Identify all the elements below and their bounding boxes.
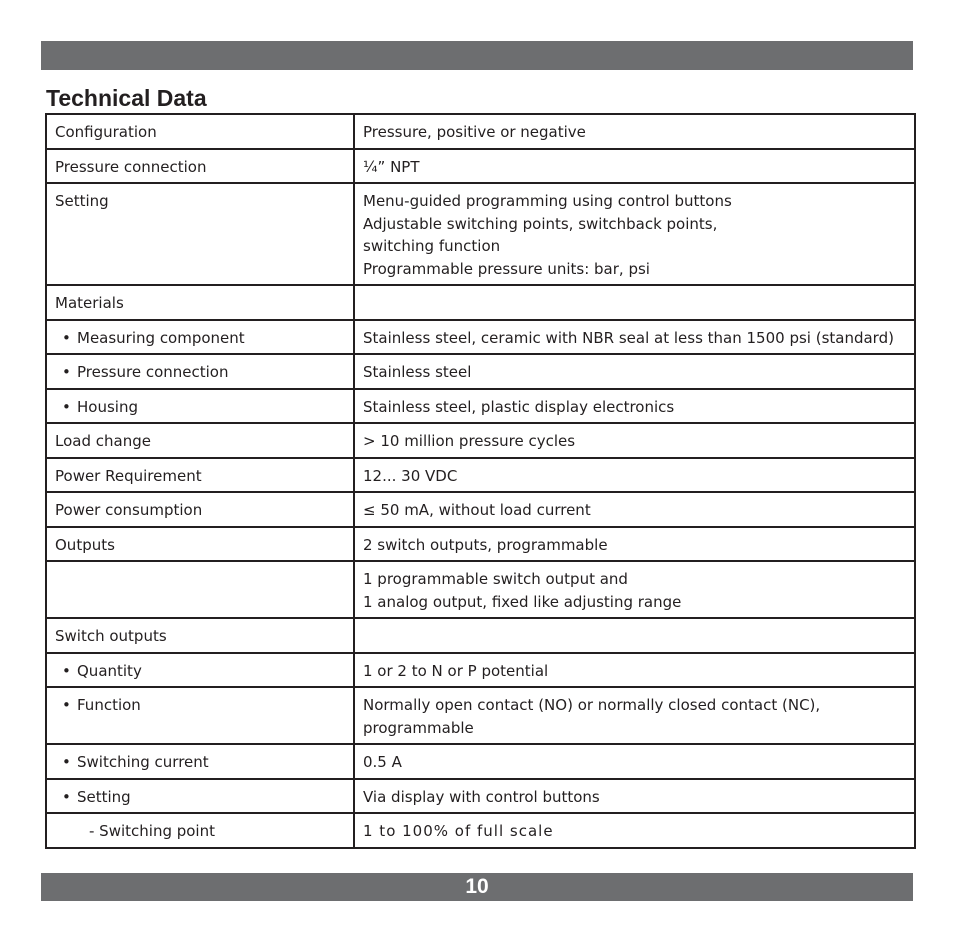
spec-value-line: Stainless steel [363,363,472,381]
spec-value-line: ≤ 50 mA, without load current [363,501,591,519]
spec-label: Pressure connection [77,363,229,381]
spec-value-line: > 10 million pressure cycles [363,432,576,450]
table-row [46,618,915,653]
spec-value-cell [354,183,915,285]
spec-value-line: Menu-guided programming using control buttons [363,192,732,210]
table-row [46,320,915,355]
spec-value-line: Adjustable switching points, switchback points, [363,214,718,233]
spec-value-line: Programmable pressure units: bar, psi [363,259,650,278]
spec-label: Materials [55,294,124,312]
spec-label-cell [46,423,354,458]
table-row [46,779,915,814]
page-number: 10 [465,875,489,898]
spec-label: Load change [55,432,151,450]
spec-value-line: 2 switch outputs, programmable [363,535,608,554]
spec-value-line: Via display with control buttons [363,787,600,806]
table-row [46,354,915,389]
table-row [46,744,915,779]
table-row [46,813,915,848]
spec-label-cell [46,354,354,389]
spec-label: Configuration [55,123,157,141]
spec-value-line: 12... 30 VDC [363,466,458,485]
table-row [46,285,915,320]
spec-value-cell [354,354,915,389]
spec-value-line: programmable [363,718,474,737]
spec-value-line: 0.5 A [363,753,402,771]
spec-value-line: 1 analog output, fixed like adjusting range [363,592,682,611]
footer-bar [41,873,913,901]
spec-value-line: Stainless steel, plastic display electronics [363,397,675,416]
spec-value-cell [354,492,915,527]
technical-data-table [45,113,916,849]
spec-label-cell [46,527,354,562]
spec-value-line: 1 to 100% of full scale [363,822,554,840]
spec-value-line: 1 or 2 to N or P potential [363,661,549,680]
spec-value-cell [354,618,915,653]
page-title: Technical Data [46,85,207,111]
spec-value-cell [354,527,915,562]
spec-label: - Switching point [89,822,215,840]
spec-label: Housing [77,397,138,416]
spec-value-cell [354,114,915,149]
spec-label-cell [46,561,354,618]
table-row [46,527,915,562]
spec-value-cell [354,149,915,184]
table-row [46,389,915,424]
bullet-icon: • [62,787,71,806]
spec-label-cell [46,653,354,688]
table-row [46,653,915,688]
spec-value-cell [354,423,915,458]
spec-value-cell [354,813,915,848]
spec-value-cell [354,687,915,744]
spec-label-cell [46,492,354,527]
spec-value-cell [354,389,915,424]
spec-label: Outputs [55,535,115,554]
spec-label-cell [46,813,354,848]
table-row [46,149,915,184]
spec-value-cell [354,285,915,320]
spec-label: Quantity [77,661,142,680]
spec-value-cell [354,779,915,814]
spec-value-cell [354,458,915,493]
bullet-icon: • [62,397,71,416]
spec-label-cell [46,779,354,814]
spec-label: Measuring component [77,328,245,347]
spec-value-line: switching function [363,237,501,255]
table-row [46,114,915,149]
table-row [46,492,915,527]
spec-label-cell [46,149,354,184]
bullet-icon: • [62,363,71,381]
spec-label: Function [77,696,141,714]
bullet-icon: • [62,661,71,680]
spec-label-cell [46,389,354,424]
spec-value-line: Normally open contact (NO) or normally closed contact (NC), [363,696,821,714]
table-row [46,458,915,493]
table-row [46,687,915,744]
spec-value-cell [354,561,915,618]
table-row [46,561,915,618]
spec-label-cell [46,114,354,149]
spec-label-cell [46,183,354,285]
spec-value-cell [354,744,915,779]
bullet-icon: • [62,753,71,771]
spec-label-cell [46,320,354,355]
spec-label-cell [46,687,354,744]
spec-label-cell [46,744,354,779]
spec-label: Setting [77,787,131,806]
spec-label-cell [46,618,354,653]
spec-value-line: ¼” NPT [363,157,420,176]
bullet-icon: • [62,328,71,347]
spec-label: Power consumption [55,501,203,519]
spec-label: Switching current [77,753,209,771]
spec-label-cell [46,285,354,320]
spec-value-line: Pressure, positive or negative [363,123,586,141]
header-bar [41,41,913,70]
spec-label: Setting [55,192,109,210]
spec-label: Pressure connection [55,157,207,176]
spec-label: Switch outputs [55,627,167,645]
table-row [46,423,915,458]
spec-label-cell [46,458,354,493]
spec-value-line: 1 programmable switch output and [363,570,628,588]
table-row [46,183,915,285]
spec-label: Power Requirement [55,466,202,485]
bullet-icon: • [62,696,71,714]
spec-value-cell [354,320,915,355]
spec-value-line: Stainless steel, ceramic with NBR seal at less than 1500 psi (standard) [363,328,894,347]
spec-value-cell [354,653,915,688]
